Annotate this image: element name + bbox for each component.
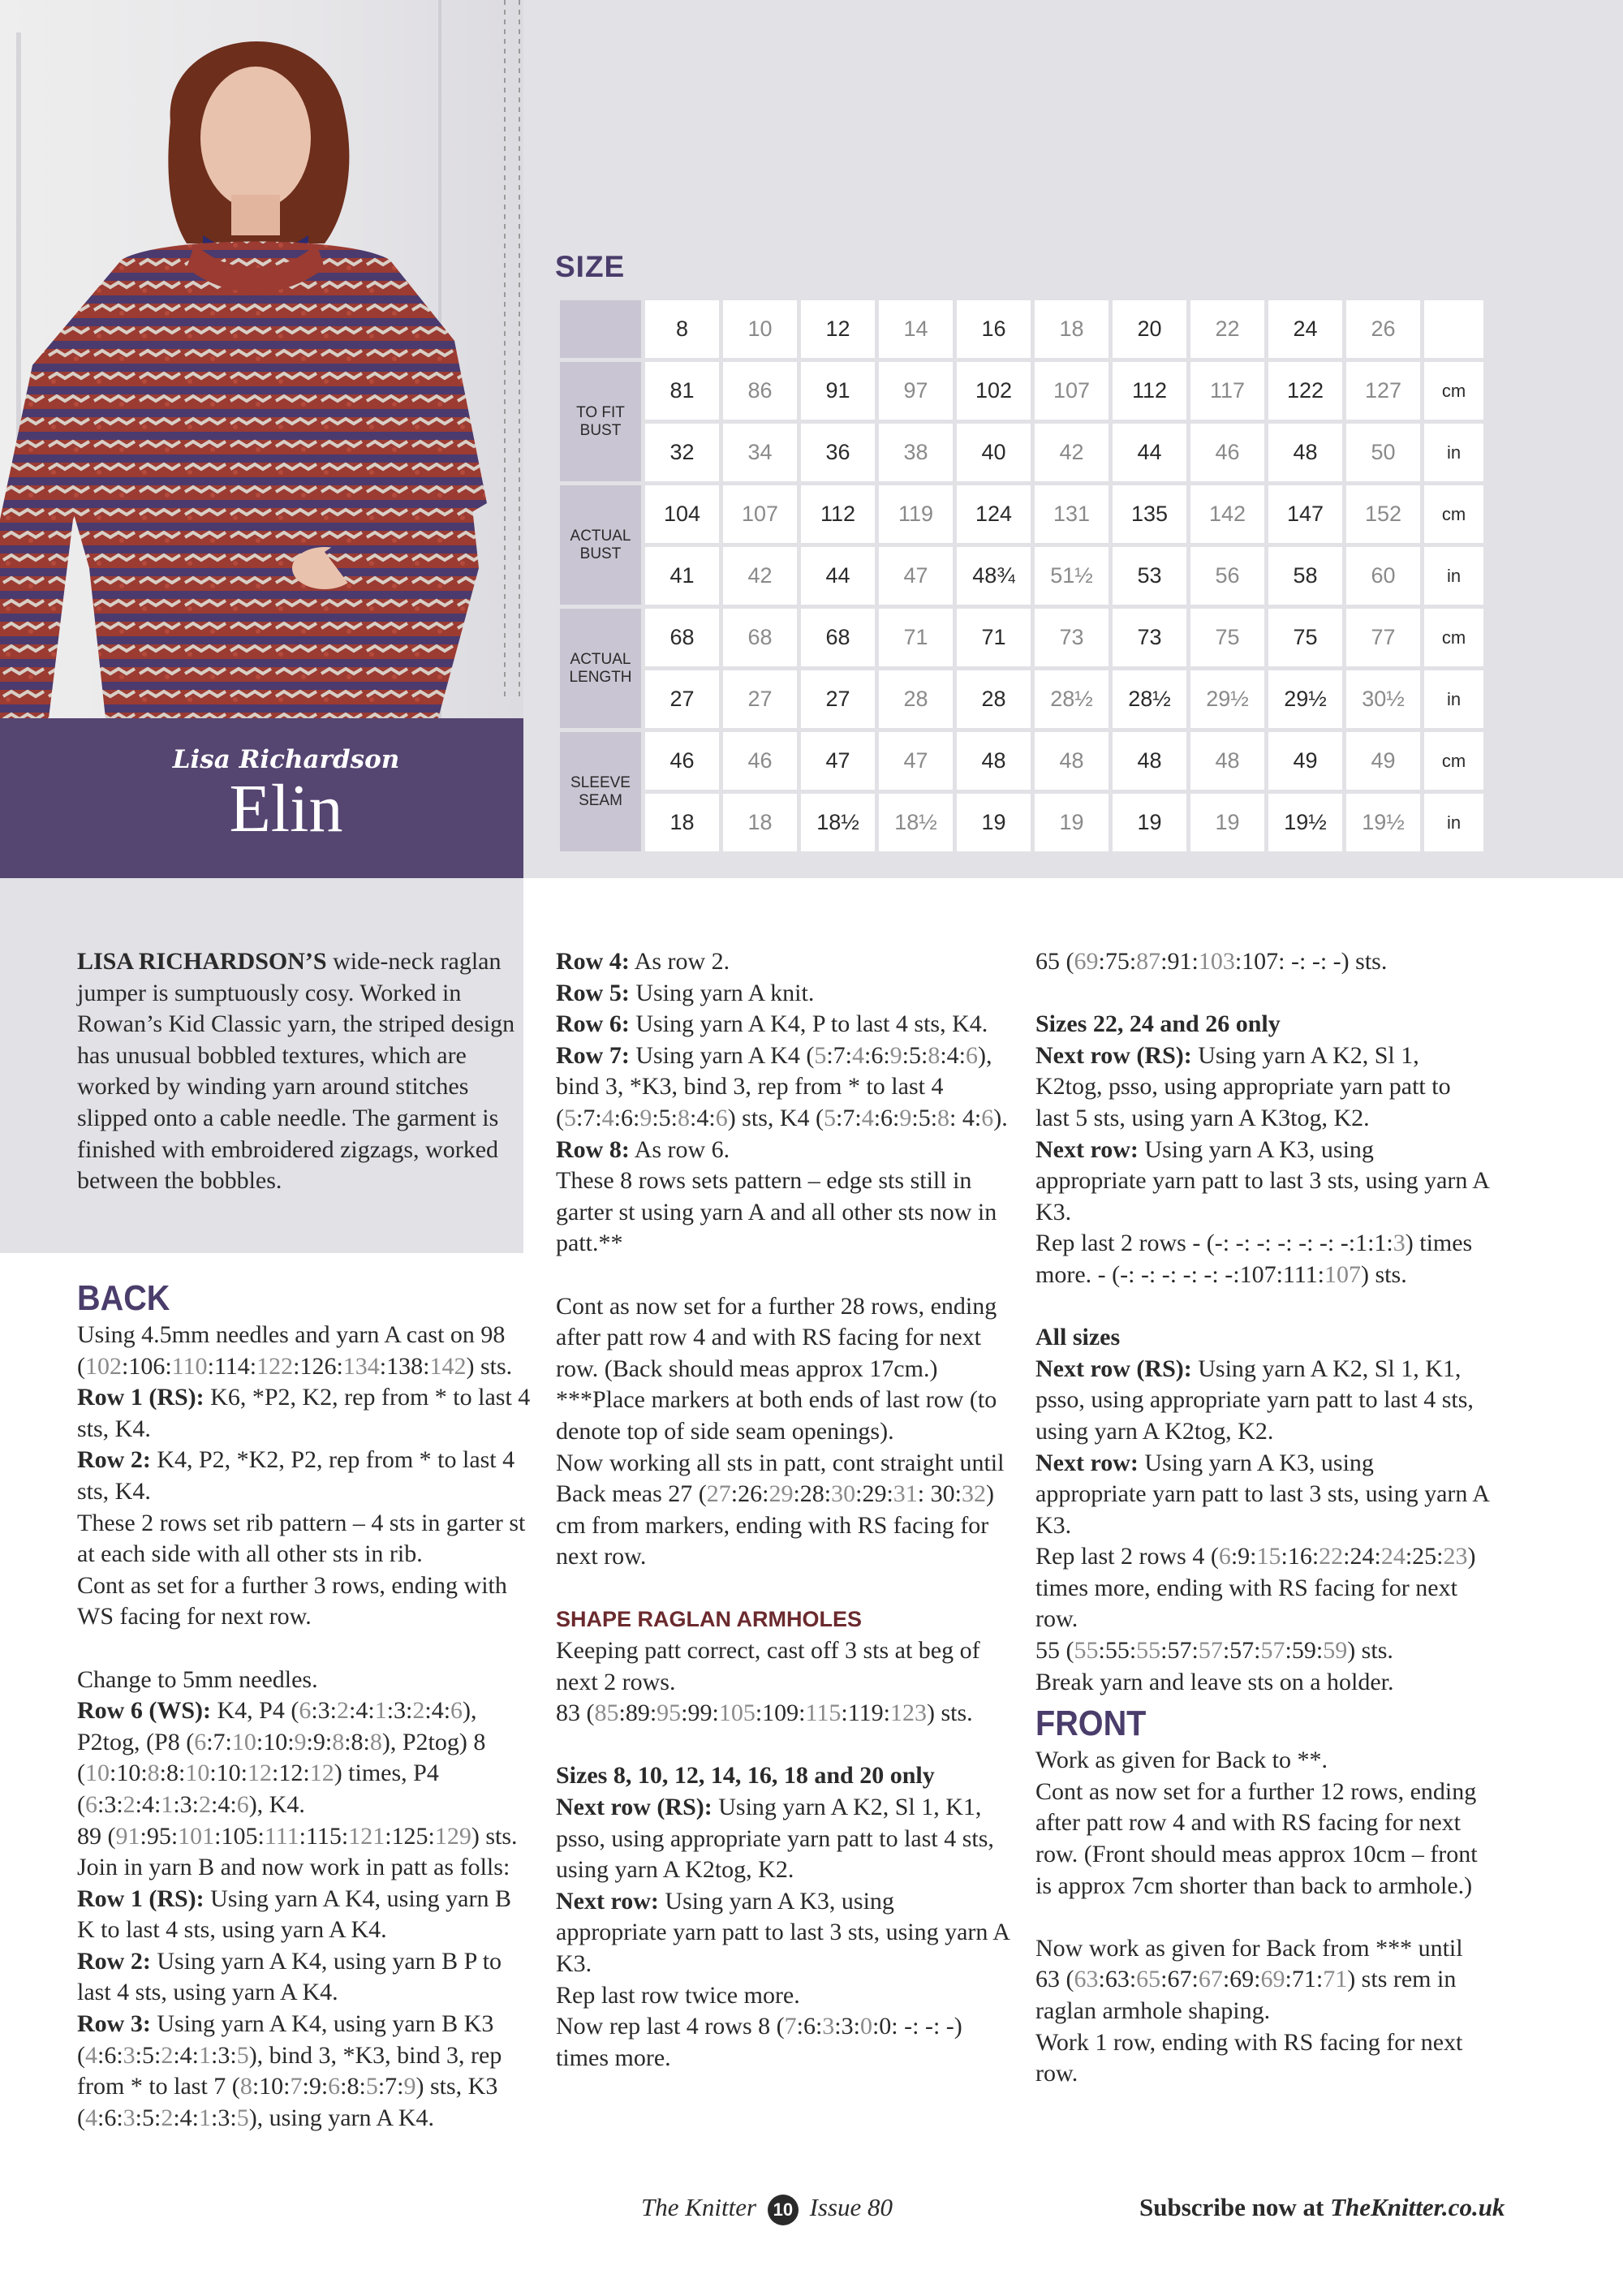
- measurement-label: TO FIT BUST: [560, 362, 641, 481]
- intro-lead: LISA RICHARDSON’S: [77, 948, 327, 975]
- measurement-cell: 19½: [1346, 794, 1420, 851]
- measurement-cell: 104: [645, 485, 719, 543]
- subscribe-text: Subscribe now at: [1139, 2193, 1331, 2221]
- measurement-cell: 47: [879, 732, 953, 790]
- measurement-cell: 124: [957, 485, 1031, 543]
- back-section: BACK Using 4.5mm needles and yarn A cast on 98 (102:106:110:114:122:126:134:138:142) sts. Row 1 (RS): K6, *P2, K2, rep from * to last 4 sts, K4. Row 2: K4, P2, *K2, P2, rep from * to last 4 sts, K4. These 2 rows set rib pattern – 4 sts in garter st at each side with all other sts in rib. Cont as set for a further 3 rows, ending with WS facing for next row. Change to 5mm needles. Row 6 (WS): K4, P4 (6:3:2:4:1:3:2:4:6), P2tog, (P8 (6:7:10:10:9:9:8:8:8), P2tog) 8 (10:10:8:8:10:10:12:12:12) times, P4 (6:3:2:4:1:3:2:4:6), K4. 89 (91:95:101:105:111:115:121:125:129) sts. Join in yarn B and now work in patt as folls: Row 1 (RS): Using yarn A K4, using yarn B K to last 4 sts, using yarn A K4. Row 2: Using yarn A K4, using yarn B P to last 4 sts, using yarn A K4. Row 3: Using yarn A K4, using yarn B K3 (4:6:3:5:2:4:1:3:5), bind 3, *K3, bind 3, rep from * to last 7 (8:10:7:9:6:8:5:7:9) sts, K3 (4:6:3:5:2:4:1:3:5), using yarn A K4.: [77, 1278, 531, 2131]
- measurement-cell: 68: [645, 609, 719, 666]
- measurement-cell: 73: [1113, 609, 1186, 666]
- page-number: 10: [768, 2195, 799, 2225]
- measurement-cell: 77: [1346, 609, 1420, 666]
- back-heading: BACK: [77, 1278, 170, 1318]
- size-cell: 24: [1268, 300, 1342, 358]
- size-cell: 16: [957, 300, 1031, 358]
- measurement-cell: 28: [957, 670, 1031, 728]
- measurement-cell: 41: [645, 547, 719, 605]
- model-photo: [0, 0, 523, 718]
- issue-number: Issue 80: [809, 2193, 893, 2221]
- measurement-cell: 27: [801, 670, 875, 728]
- footer-subscribe: [1139, 2193, 1505, 2222]
- measurement-cell: 147: [1268, 485, 1342, 543]
- unit-cell: cm: [1424, 609, 1483, 666]
- measurement-cell: 102: [957, 362, 1031, 420]
- measurement-cell: 127: [1346, 362, 1420, 420]
- shape-raglan-heading: SHAPE RAGLAN ARMHOLES: [556, 1607, 863, 1632]
- measurement-cell: 42: [1035, 424, 1109, 481]
- measurement-cell: 27: [723, 670, 797, 728]
- size-cell: 20: [1113, 300, 1186, 358]
- measurement-cell: 75: [1268, 609, 1342, 666]
- table-row: [560, 732, 1483, 790]
- measurement-cell: 53: [1113, 547, 1186, 605]
- measurement-cell: 19: [1113, 794, 1186, 851]
- measurement-cell: 29½: [1190, 670, 1264, 728]
- measurement-cell: 112: [801, 485, 875, 543]
- measurement-cell: 19: [1190, 794, 1264, 851]
- measurement-cell: 36: [801, 424, 875, 481]
- measurement-cell: 68: [801, 609, 875, 666]
- measurement-cell: 81: [645, 362, 719, 420]
- measurement-cell: 58: [1268, 547, 1342, 605]
- measurement-cell: 49: [1268, 732, 1342, 790]
- table-row: [560, 424, 1483, 481]
- table-row: [560, 547, 1483, 605]
- measurement-cell: 30½: [1346, 670, 1420, 728]
- measurement-cell: 119: [879, 485, 953, 543]
- measurement-cell: 60: [1346, 547, 1420, 605]
- footer-magazine: [641, 2193, 893, 2225]
- measurement-cell: 71: [957, 609, 1031, 666]
- magazine-name: The Knitter: [641, 2193, 757, 2221]
- measurement-cell: 107: [1035, 362, 1109, 420]
- unit-cell: in: [1424, 794, 1483, 851]
- measurement-cell: 28½: [1113, 670, 1186, 728]
- measurement-cell: 48: [957, 732, 1031, 790]
- size-header-row: [560, 300, 1483, 358]
- measurement-cell: 46: [645, 732, 719, 790]
- size-table: [556, 296, 1487, 855]
- measurement-cell: 49: [1346, 732, 1420, 790]
- measurement-cell: 117: [1190, 362, 1264, 420]
- size-cell: 18: [1035, 300, 1109, 358]
- measurement-cell: 48: [1113, 732, 1186, 790]
- measurement-cell: 38: [879, 424, 953, 481]
- measurement-cell: 152: [1346, 485, 1420, 543]
- measurement-cell: 50: [1346, 424, 1420, 481]
- measurement-cell: 27: [645, 670, 719, 728]
- measurement-cell: 18½: [801, 794, 875, 851]
- measurement-cell: 71: [879, 609, 953, 666]
- measurement-cell: 112: [1113, 362, 1186, 420]
- measurement-cell: 97: [879, 362, 953, 420]
- measurement-cell: 135: [1113, 485, 1186, 543]
- measurement-cell: 122: [1268, 362, 1342, 420]
- measurement-cell: 142: [1190, 485, 1264, 543]
- unit-cell: in: [1424, 547, 1483, 605]
- measurement-cell: 51½: [1035, 547, 1109, 605]
- table-corner: [560, 300, 641, 358]
- measurement-cell: 19: [957, 794, 1031, 851]
- size-cell: 26: [1346, 300, 1420, 358]
- unit-cell: cm: [1424, 362, 1483, 420]
- measurement-cell: 29½: [1268, 670, 1342, 728]
- size-cell: 10: [723, 300, 797, 358]
- measurement-cell: 131: [1035, 485, 1109, 543]
- measurement-cell: 19½: [1268, 794, 1342, 851]
- size-heading: SIZE: [555, 250, 626, 283]
- measurement-cell: 42: [723, 547, 797, 605]
- measurement-cell: 32: [645, 424, 719, 481]
- measurement-cell: 18: [645, 794, 719, 851]
- measurement-cell: 48¾: [957, 547, 1031, 605]
- measurement-cell: 46: [723, 732, 797, 790]
- measurement-cell: 48: [1190, 732, 1264, 790]
- measurement-cell: 47: [801, 732, 875, 790]
- measurement-cell: 47: [879, 547, 953, 605]
- intro-body: wide-neck raglan jumper is sumptuously cosy. Worked in Rowan’s Kid Classic yarn, the striped design has unusual bobbled textures, which are worked by winding yarn around stitches slipped onto a cable needle. The garment is finished with embroidered zigzags, worked between the bobbles.: [77, 948, 515, 1195]
- measurement-cell: 68: [723, 609, 797, 666]
- measurement-cell: 48: [1035, 732, 1109, 790]
- subscribe-link[interactable]: TheKnitter.co.uk: [1330, 2193, 1505, 2221]
- table-row: [560, 670, 1483, 728]
- table-row: [560, 362, 1483, 420]
- measurement-cell: 86: [723, 362, 797, 420]
- measurement-cell: 91: [801, 362, 875, 420]
- unit-cell: in: [1424, 424, 1483, 481]
- table-row: [560, 609, 1483, 666]
- measurement-cell: 19: [1035, 794, 1109, 851]
- measurement-label: ACTUAL BUST: [560, 485, 641, 605]
- model-illustration: [0, 0, 523, 718]
- table-row: [560, 485, 1483, 543]
- size-cell: 14: [879, 300, 953, 358]
- measurement-cell: 34: [723, 424, 797, 481]
- intro-text: [77, 946, 532, 1197]
- measurement-label: SLEEVE SEAM: [560, 732, 641, 851]
- measurement-cell: 28½: [1035, 670, 1109, 728]
- size-cell: 12: [801, 300, 875, 358]
- measurement-cell: 18½: [879, 794, 953, 851]
- measurement-cell: 40: [957, 424, 1031, 481]
- size-cell: 8: [645, 300, 719, 358]
- measurement-cell: 44: [801, 547, 875, 605]
- measurement-cell: 75: [1190, 609, 1264, 666]
- measurement-cell: 18: [723, 794, 797, 851]
- table-row: [560, 794, 1483, 851]
- measurement-cell: 48: [1268, 424, 1342, 481]
- designer-name: Lisa Richardson: [172, 745, 400, 774]
- measurement-cell: 107: [723, 485, 797, 543]
- pattern-title: Elin: [229, 771, 343, 846]
- unit-cell: in: [1424, 670, 1483, 728]
- unit-cell: cm: [1424, 485, 1483, 543]
- measurement-cell: 28: [879, 670, 953, 728]
- measurement-cell: 73: [1035, 609, 1109, 666]
- front-heading: FRONT: [1035, 1704, 1147, 1744]
- measurement-cell: 46: [1190, 424, 1264, 481]
- unit-header-blank: [1424, 300, 1483, 358]
- measurement-cell: 56: [1190, 547, 1264, 605]
- size-cell: 22: [1190, 300, 1264, 358]
- measurement-cell: 44: [1113, 424, 1186, 481]
- pattern-column-3: 65 (69:75:87:91:103:107: -: -: -) sts. Sizes 22, 24 and 26 only Next row (RS): Using yarn A K2, Sl 1, K2tog, psso, using appropriate yarn patt to last 5 sts, using yarn A K3tog, K2. Next row: Using yarn A K3, using appropriate yarn patt to last 3 sts, using yarn A K3. Rep last 2 rows - (-: -: -: -: -: -: -:1:1:3) times more. - (-: -: -: -: -: -:107:111:107) sts. All sizes Next row (RS): Using yarn A K2, Sl 1, K1, psso, using appropriate yarn patt to last 4 sts, using yarn A K2tog, K2. Next row: Using yarn A K3, using appropriate yarn patt to last 3 sts, using yarn A K3. Rep last 2 rows 4 (6:9:15:16:22:24:24:25:23) times more, ending with RS facing for next row. 55 (55:55:55:57:57:57:57:59:59) sts. Break yarn and leave sts on a holder. FRONT Work as given for Back to **. Cont as now set for a further 12 rows, ending after patt row 4 and with RS facing for next row. (Front should meas approx 10cm – front is approx 7cm shorter than back to armhole.) Now work as given for Back from *** until 63 (63:63:65:67:67:69:69:71:71) sts rem in raglan armhole shaping. Work 1 row, ending with RS facing for next row.: [1035, 948, 1489, 2087]
- pattern-column-2: Row 4: As row 2. Row 5: Using yarn A knit. Row 6: Using yarn A K4, P to last 4 sts, K4. Row 7: Using yarn A K4 (5:7:4:6:9:5:8:4:6), bind 3, *K3, bind 3, rep from * to last 4 (5:7:4:6:9:5:8:4:6) sts, K4 (5:7:4:6:9:5:8: 4:6). Row 8: As row 6. These 8 rows sets pattern – edge sts still in garter st using yarn A and all other sts now in patt.** Cont as now set for a further 28 rows, ending after patt row 4 and with RS facing for next row. (Back should meas approx 17cm.) ***Place markers at both ends of last row (to denote top of side seam openings). Now working all sts in patt, cont straight until Back meas 27 (27:26:29:28:30:29:31: 30:32) cm from markers, ending with RS facing for next row. SHAPE RAGLAN ARMHOLES Keeping patt correct, cast off 3 sts at beg of next 2 rows. 83 (85:89:95:99:105:109:115:119:123) sts. Sizes 8, 10, 12, 14, 16, 18 and 20 only Next row (RS): Using yarn A K2, Sl 1, K1, psso, using appropriate yarn patt to last 4 sts, using yarn A K2tog, K2. Next row: Using yarn A K3, using appropriate yarn patt to last 3 sts, using yarn A K3. Rep last row twice more. Now rep last 4 rows 8 (7:6:3:3:0:0: -: -: -) times more.: [556, 948, 1010, 2071]
- measurement-label: ACTUAL LENGTH: [560, 609, 641, 728]
- unit-cell: cm: [1424, 732, 1483, 790]
